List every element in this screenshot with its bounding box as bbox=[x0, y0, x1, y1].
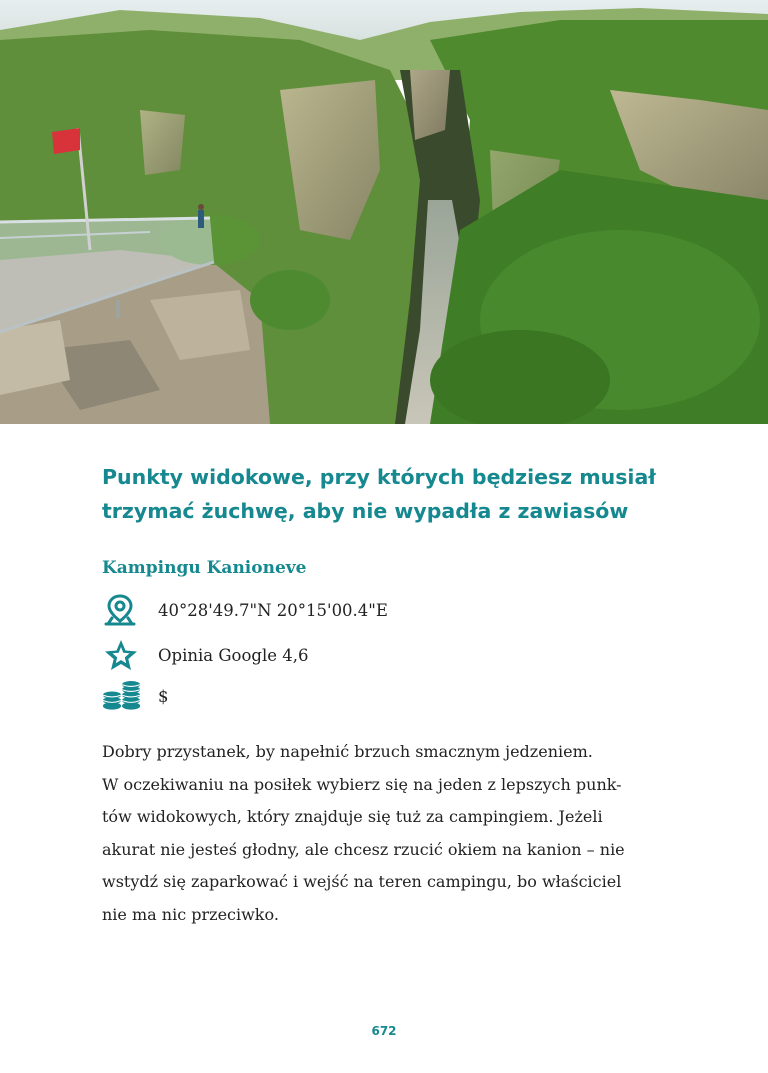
description-line: W oczekiwaniu na posiłek wybierz się na jeden z lepszych punk- bbox=[102, 774, 622, 794]
section-heading bbox=[102, 460, 702, 528]
price-row bbox=[102, 678, 169, 714]
description-line: tów widokowych, który znajduje się tuż za campingiem. Jeżeli bbox=[102, 807, 603, 826]
description-line: Dobry przystanek, by napełnić brzuch smacznym jedzeniem. bbox=[102, 742, 593, 761]
coordinates-text: 40°28'49.7"N 20°15'00.4"E bbox=[158, 600, 388, 620]
rating-row bbox=[102, 637, 309, 673]
price-text: $ bbox=[158, 686, 169, 706]
description-paragraph bbox=[102, 736, 672, 931]
heading-line-1: Punkty widokowe, przy których będziesz musiał bbox=[102, 465, 656, 489]
heading-line-2: trzymać żuchwę, aby nie wypadła z zawiasów bbox=[102, 499, 629, 523]
rating-text: Opinia Google 4,6 bbox=[158, 645, 309, 665]
canyon-photo bbox=[0, 0, 768, 424]
description-line: nie ma nic przeciwko. bbox=[102, 904, 279, 924]
coins-icon bbox=[102, 678, 142, 714]
description-line: wstydź się zaparkować i wejść na teren campingu, bo właściciel bbox=[102, 872, 622, 891]
location-pin-icon bbox=[102, 592, 142, 628]
star-icon bbox=[102, 637, 142, 673]
page-number: 672 bbox=[371, 1024, 397, 1038]
place-name: Kampingu Kanioneve bbox=[102, 558, 307, 578]
coordinates-row bbox=[102, 592, 388, 628]
description-line: akurat nie jesteś głodny, ale chcesz rzucić okiem na kanion – nie bbox=[102, 839, 625, 859]
